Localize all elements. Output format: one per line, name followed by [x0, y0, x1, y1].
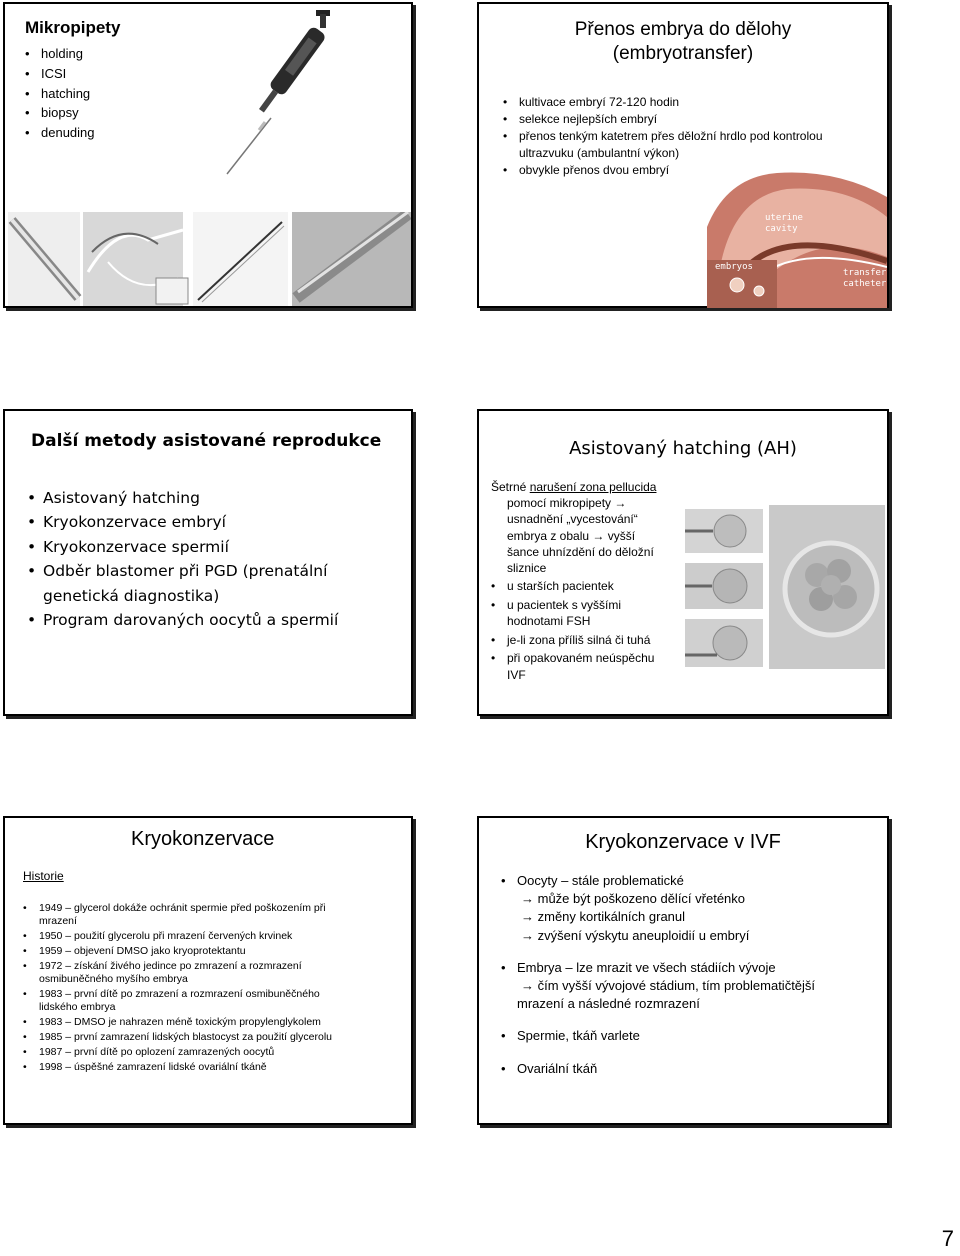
- sub-item-text: čím vyšší vývojové stádium, tím problematičtější: [537, 978, 816, 994]
- text-span: vyšší: [607, 528, 636, 543]
- text-line: usnadnění „vycestování“: [507, 512, 638, 527]
- intro-line: [491, 479, 691, 495]
- title-line: (embryotransfer): [612, 43, 754, 64]
- slide-asistovany-hatching: [477, 409, 889, 716]
- text-line: [507, 495, 691, 511]
- list-item: • hatching: [41, 84, 95, 104]
- intro-link: narušení zona pellucida: [529, 480, 657, 494]
- list-item: • holding: [41, 44, 95, 64]
- sub-item-text: může být poškozeno dělící vřeténko: [537, 891, 746, 907]
- history-item: • 1983 – první dítě po zmrazení a rozmrazení osmibuněčného lidského embrya: [39, 988, 411, 1014]
- hatching-micrographs: [685, 505, 763, 669]
- slide-kryokonzervace-ivf: [477, 816, 889, 1125]
- slide-title: Kryokonzervace v IVF: [585, 831, 781, 853]
- history-text: první zamrazení lidských blastocyst za použití glycerolu: [74, 1031, 332, 1043]
- sub-item: [517, 890, 815, 908]
- history-item: • 1972 – získání živého jedince po zmrazení a rozmrazení osmibuněčného myšího embrya: [39, 960, 411, 986]
- sub-item: [517, 908, 815, 926]
- list-item: • denuding: [41, 123, 95, 143]
- sub-item: [517, 927, 815, 945]
- history-text: získání živého jedince po zmrazení a rozmrazení: [74, 960, 302, 972]
- list-item: • u pacientek s vyššími: [507, 597, 691, 614]
- list-item-continuation: IVF: [507, 667, 526, 682]
- history-text-cont: mrazení: [39, 915, 77, 927]
- list-item: • přenos tenkým katetrem přes děložní hrdlo pod kontrolou: [519, 128, 823, 145]
- list-item: • u starších pacientek: [507, 578, 691, 595]
- list-item: • Ovariální tkáň: [517, 1060, 815, 1078]
- history-text: DMSO je nahrazen méně toxickým propylenglykolem: [74, 1016, 321, 1028]
- list-item: • biopsy: [41, 103, 95, 123]
- text-span: embrya z obalu: [507, 528, 590, 543]
- text-span: pomocí mikropipety: [507, 496, 612, 511]
- list-item: • Kryokonzervace embryí: [43, 510, 338, 534]
- history-text-cont: lidského embrya: [39, 1001, 116, 1013]
- embryo-micrograph: [769, 505, 885, 669]
- slide-title: Kryokonzervace: [131, 828, 275, 850]
- slide-kryokonzervace: [3, 816, 413, 1125]
- indication-list: [491, 578, 691, 683]
- history-item: • 1959 – objevení DMSO jako kryoprotektantu: [39, 945, 411, 958]
- list-item: • ICSI: [41, 64, 95, 84]
- text-line: [507, 528, 691, 544]
- ivf-content: [517, 872, 815, 1078]
- image-label: uterine: [765, 213, 803, 223]
- methods-list: [43, 486, 338, 632]
- history-text: úspěšné zamrazení lidské ovariální tkáně: [74, 1061, 267, 1073]
- history-year: 1998: [39, 1061, 63, 1073]
- history-item: • 1998 – úspěšné zamrazení lidské ovariální tkáně: [39, 1061, 411, 1074]
- slide-title: [479, 18, 887, 66]
- section-subtitle: Historie: [23, 869, 64, 883]
- list-item: • Program darovaných oocytů a spermií: [43, 608, 338, 632]
- history-item: • 1949 – glycerol dokáže ochránit spermie před poškozením při mrazení: [39, 902, 411, 928]
- arrow-icon: →: [521, 927, 534, 943]
- history-text-cont: osmibuněčného myšího embrya: [39, 973, 188, 985]
- slide-title: Mikropipety: [25, 18, 121, 37]
- history-text: první dítě po oplození zamrazených oocytů: [74, 1046, 275, 1058]
- slide-embryotransfer: [477, 2, 889, 308]
- history-item: • 1983 – DMSO je nahrazen méně toxickým propylenglykolem: [39, 1016, 411, 1029]
- image-label: catheter: [843, 279, 887, 289]
- page-number: 7: [941, 1226, 954, 1251]
- history-item: • 1950 – použití glycerolu při mrazení červených krvinek: [39, 930, 411, 943]
- list-item: • Asistovaný hatching: [43, 486, 338, 510]
- text-line: šance uhnízdění do děložní: [507, 544, 654, 559]
- arrow-icon: →: [521, 909, 534, 925]
- arrow-icon: →: [614, 496, 627, 511]
- list-item: • kultivace embryí 72-120 hodin: [519, 94, 823, 111]
- micropipette-device-image: [205, 6, 345, 176]
- uterus-transfer-image: [707, 167, 887, 308]
- history-year: 1983: [39, 988, 63, 1000]
- list-item: • Embrya – lze mrazit ve všech stádiích vývoje: [517, 959, 815, 977]
- pipette-list: [41, 44, 95, 143]
- sub-item: [517, 977, 815, 995]
- history-year: 1987: [39, 1046, 63, 1058]
- history-year: 1959: [39, 945, 63, 957]
- hatching-text: [491, 479, 691, 683]
- list-item: • Odběr blastomer při PGD (prenatální: [43, 559, 338, 583]
- sub-item-text: zvýšení výskytu aneuploidií u embryí: [537, 927, 750, 943]
- list-item: • je-li zona příliš silná či tuhá: [507, 632, 691, 649]
- slide-title: Další metody asistované reprodukce: [31, 431, 382, 451]
- history-item: • 1985 – první zamrazení lidských blastocyst za použití glycerolu: [39, 1031, 411, 1044]
- list-item-continuation: genetická diagnostika): [43, 586, 220, 605]
- history-text: první dítě po zmrazení a rozmrazení osmibuněčného: [74, 988, 320, 1000]
- history-item: • 1987 – první dítě po oplození zamrazených oocytů: [39, 1046, 411, 1059]
- slide-mikropipety: [3, 2, 413, 308]
- history-text: objevení DMSO jako kryoprotektantu: [74, 945, 246, 957]
- sub-item-continuation: mrazení a následné rozmrazení: [517, 996, 700, 1012]
- title-line: Přenos embrya do dělohy: [574, 19, 792, 40]
- arrow-icon: →: [521, 978, 534, 994]
- intro-prefix: Šetrné: [491, 480, 530, 494]
- arrow-icon: →: [521, 891, 534, 907]
- pipette-tips-photo: [8, 212, 411, 306]
- list-item: • při opakovaném neúspěchu: [507, 650, 691, 667]
- history-text: glycerol dokáže ochránit spermie před poškozením při: [74, 902, 326, 914]
- history-year: 1949: [39, 902, 63, 914]
- slide-title: Asistovaný hatching (AH): [569, 438, 797, 459]
- list-item: • Kryokonzervace spermií: [43, 535, 338, 559]
- history-year: 1985: [39, 1031, 63, 1043]
- image-label: transfer: [843, 268, 887, 278]
- list-item: • obvykle přenos dvou embryí: [519, 162, 823, 179]
- list-item: • Spermie, tkáň varlete: [517, 1027, 815, 1045]
- history-text: použití glycerolu při mrazení červených krvinek: [74, 930, 293, 942]
- history-year: 1983: [39, 1016, 63, 1028]
- list-item: • selekce nejlepších embryí: [519, 111, 823, 128]
- sub-item-text: změny kortikálních granul: [537, 909, 686, 925]
- list-item: • Oocyty – stále problematické: [517, 872, 815, 890]
- text-line: sliznice: [507, 561, 547, 576]
- arrow-icon: →: [592, 528, 605, 543]
- history-year: 1950: [39, 930, 63, 942]
- image-label: embryos: [715, 262, 753, 272]
- slide-dalsi-metody: [3, 409, 413, 716]
- history-year: 1972: [39, 960, 63, 972]
- list-item-continuation: ultrazvuku (ambulantní výkon): [519, 146, 680, 160]
- image-label: cavity: [765, 224, 798, 234]
- history-list: [39, 902, 411, 1076]
- list-item-continuation: hodnotami FSH: [507, 614, 591, 629]
